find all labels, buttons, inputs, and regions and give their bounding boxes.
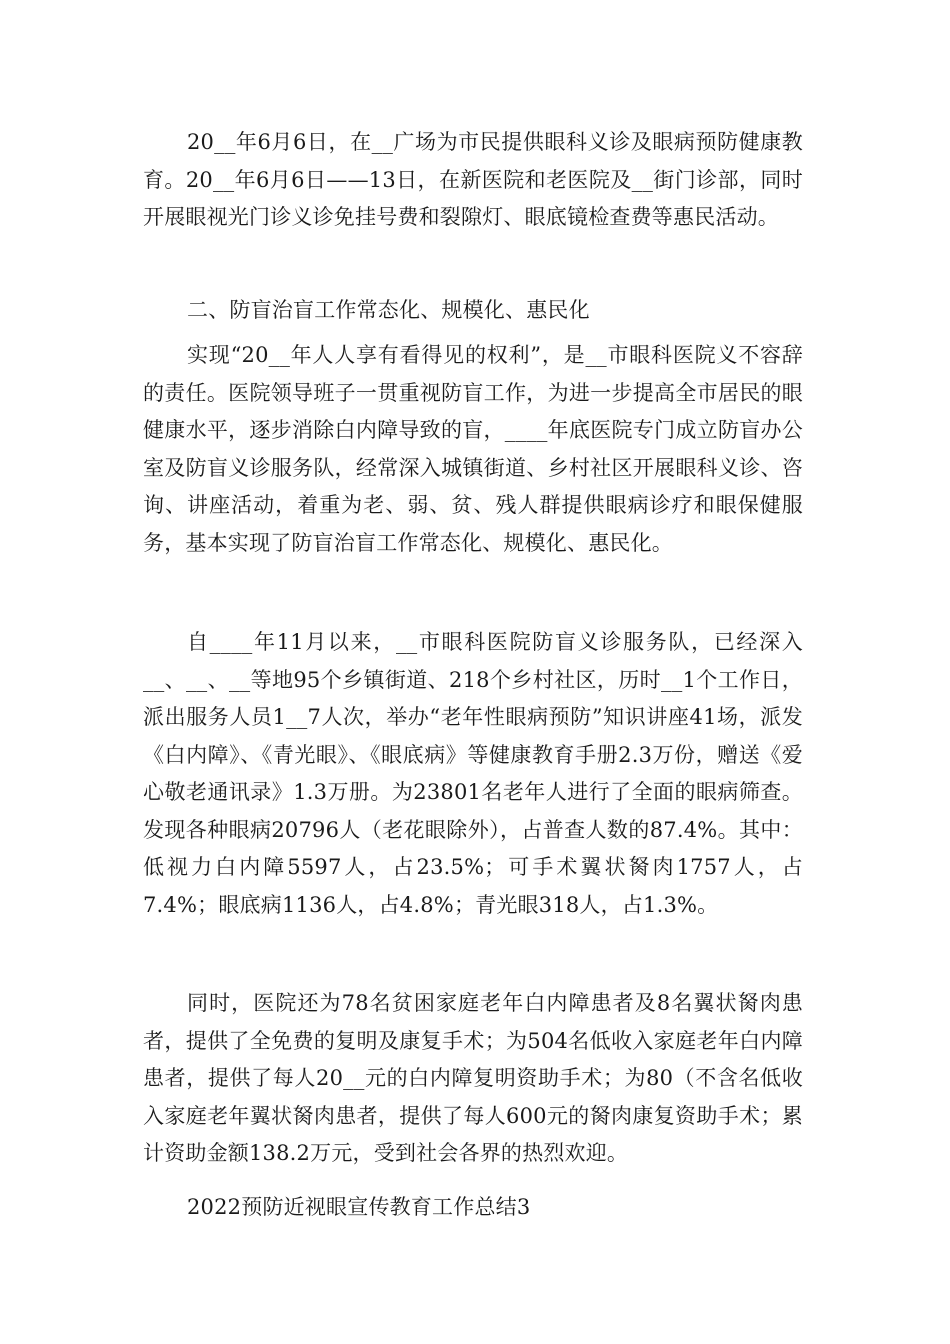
paragraph-screening-statistics: 自____年11月以来，__市眼科医院防盲义诊服务队，已经深入__、__、__等地95个乡镇街道、218个乡村社区，历时__1个工作日，派出服务人员1__7人次，举办“老年性眼病预防”知识讲座41场，派发《白内障》、《青光眼》、《眼底病》等健康教育手册2.3万份，赠送《爱心敬老通讯录》1.3万册。为23801名老年人进行了全面的眼病筛查。发现各种眼病20796人（老花眼除外），占普查人数的87.4%。其中：低视力白内障5597人，占23.5%；可手术翼状胬肉1757人，占7.4%；眼底病1136人，占4.8%；青光眼318人，占1.3%。 <box>143 630 803 917</box>
section-heading-blindness-prevention: 二、防盲治盲工作常态化、规模化、惠民化 <box>187 298 590 322</box>
paragraph-surgery-assistance: 同时，医院还为78名贫困家庭老年白内障患者及8名翼状胬肉患者，提供了全免费的复明及康复手术；为504名低收入家庭老年白内障患者，提供了每人20__元的白内障复明资助手术；为80（不含名低收入家庭老年翼状胬肉患者，提供了每人600元的胬肉康复资助手术；累计资助金额138.2万元，受到社会各界的热烈欢迎。 <box>143 991 803 1165</box>
paragraph-blindness-prevention-office: 实现“20__年人人享有看得见的权利”，是__市眼科医院义不容辞的责任。医院领导班子一贯重视防盲工作，为进一步提高全市居民的眼健康水平，逐步消除白内障导致的盲，____年底医院专门成立防盲办公室及防盲义诊服务队，经常深入城镇街道、乡村社区开展眼科义诊、咨询、讲座活动，着重为老、弱、贫、残人群提供眼病诊疗和眼保健服务，基本实现了防盲治盲工作常态化、规模化、惠民化。 <box>143 343 803 555</box>
section-heading-summary-3: 2022预防近视眼宣传教育工作总结3 <box>187 1195 531 1219</box>
paragraph-eye-clinic-event: 20__年6月6日，在__广场为市民提供眼科义诊及眼病预防健康教育。20__年6月6日——13日，在新医院和老医院及__街门诊部，同时开展眼视光门诊义诊免挂号费和裂隙灯、眼底镜检查费等惠民活动。 <box>143 130 803 229</box>
